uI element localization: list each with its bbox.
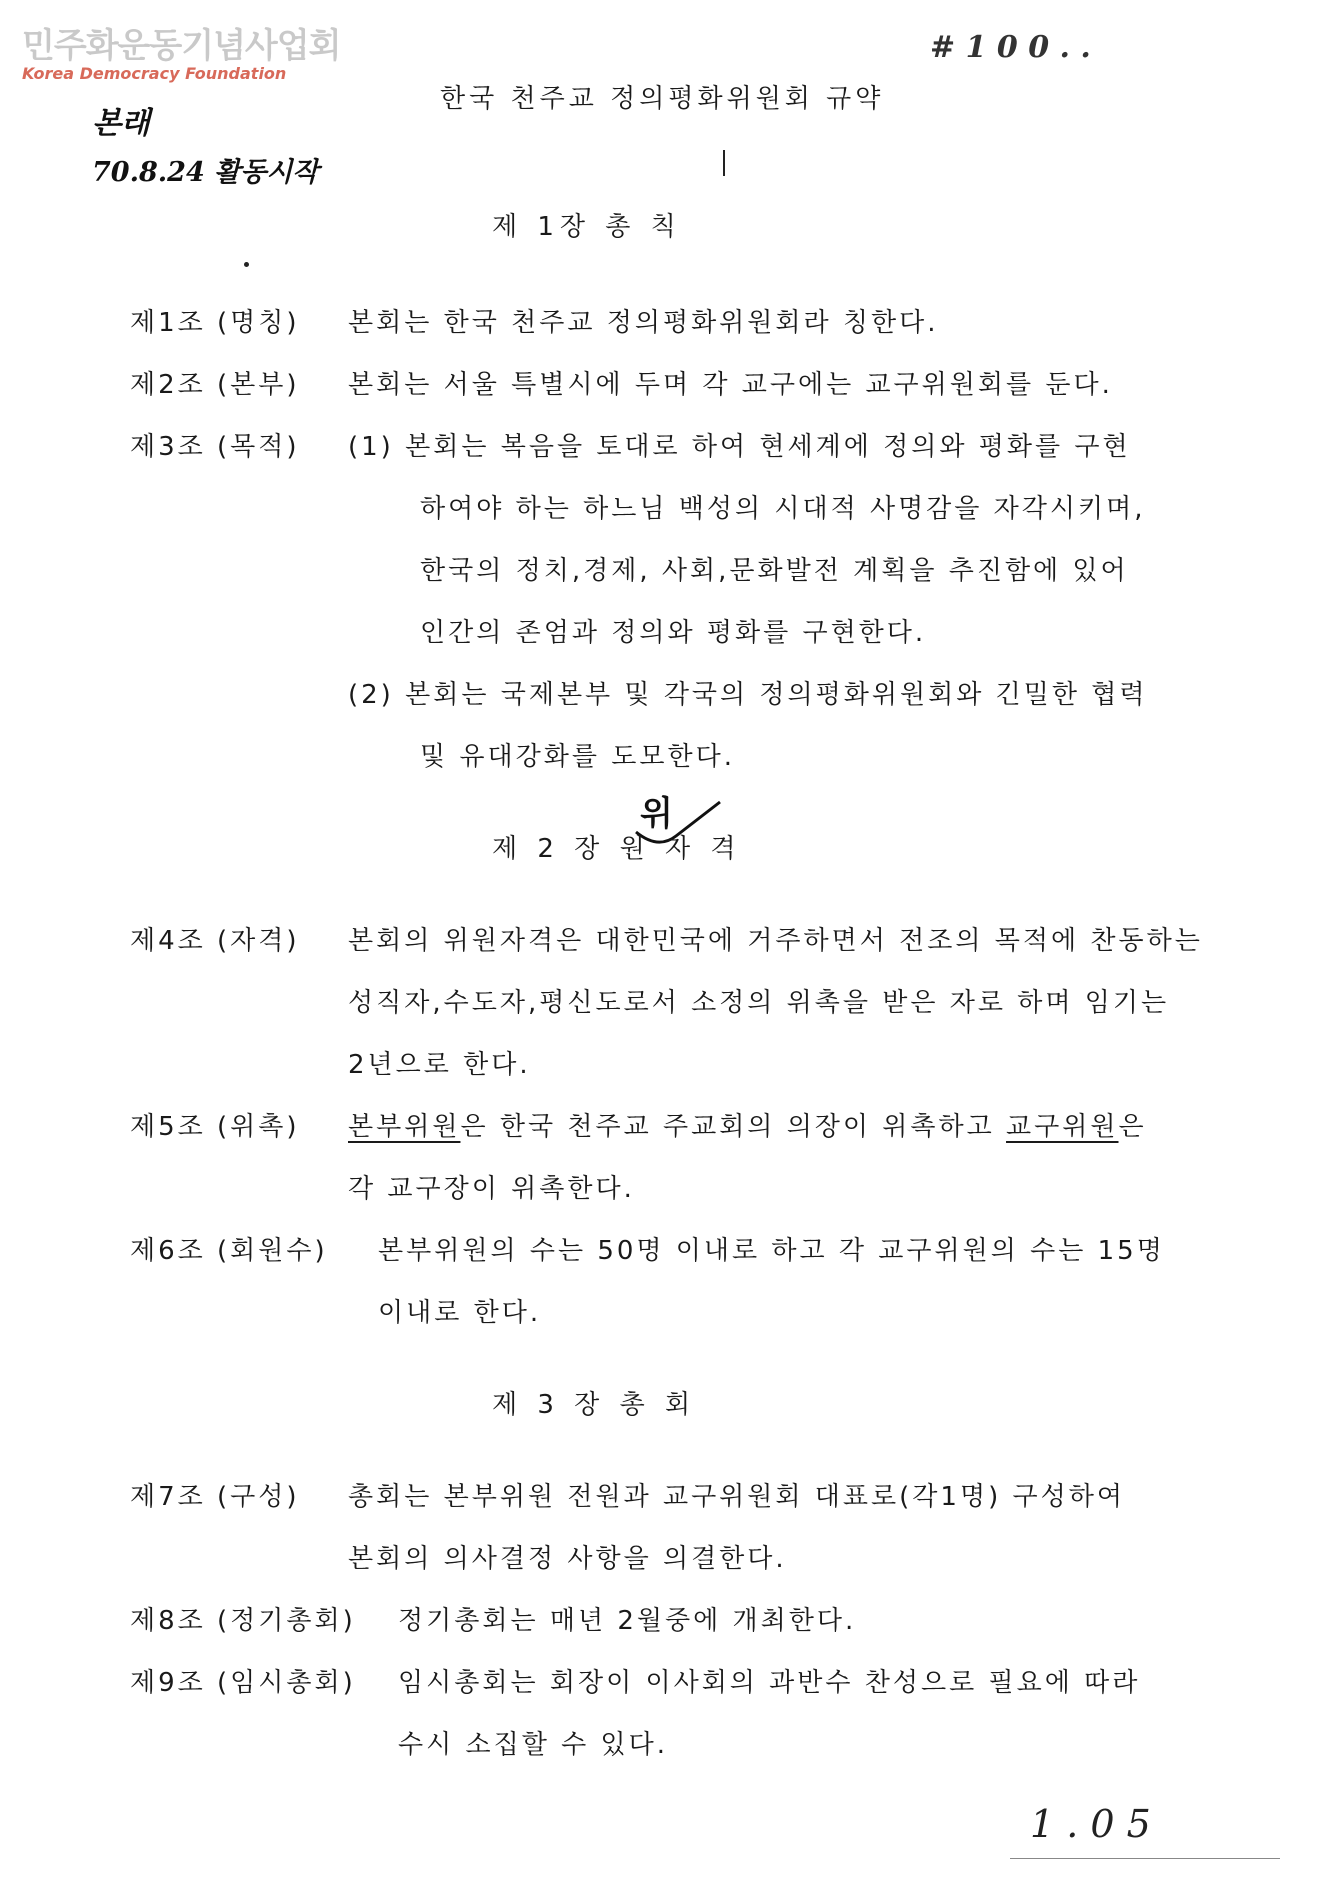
article-6-label: 제6조 (회원수) bbox=[130, 1236, 328, 1266]
article-5-text-end: 은 bbox=[1118, 1112, 1147, 1142]
watermark-english: Korea Democracy Foundation bbox=[22, 64, 287, 83]
article-2-text: 본회는 서울 특별시에 두며 각 교구에는 교구위원회를 둔다. bbox=[348, 370, 1113, 400]
article-1-text: 본회는 한국 천주교 정의평화위원회라 칭한다. bbox=[348, 308, 939, 338]
article-5-line2: 각 교구장이 위촉한다. bbox=[348, 1174, 635, 1204]
chapter-3-heading: 제 3 장 총 회 bbox=[492, 1390, 697, 1420]
article-4-label: 제4조 (자격) bbox=[130, 926, 300, 956]
article-3-p1-line2: 하여야 하는 하느님 백성의 시대적 사명감을 자각시키며, bbox=[420, 494, 1146, 524]
document-title: 한국 천주교 정의평화위원회 규약 bbox=[440, 84, 885, 114]
article-5-underline-1: 본부위원 bbox=[348, 1112, 461, 1142]
article-5-text-part: 은 한국 천주교 주교회의 의장이 위촉하고 bbox=[460, 1112, 1007, 1142]
chapter-1-heading: 제 1장 총 칙 bbox=[492, 212, 682, 242]
article-3-p2: (2) 본회는 국제본부 및 각국의 정의평화위원회와 긴밀한 협력 bbox=[348, 680, 1148, 710]
watermark-korean: 민주화운동기념사업회 bbox=[22, 26, 341, 66]
article-5-underline-2: 교구위원 bbox=[1006, 1112, 1119, 1142]
scratch-mark bbox=[723, 150, 725, 176]
article-2-label: 제2조 (본부) bbox=[130, 370, 300, 400]
article-3-p2-line2: 및 유대강화를 도모한다. bbox=[420, 742, 735, 772]
ink-dot bbox=[244, 262, 249, 267]
article-9-label: 제9조 (임시총회) bbox=[130, 1668, 356, 1698]
article-3-p1-line3: 한국의 정치,경제, 사회,문화발전 계획을 추진함에 있어 bbox=[420, 556, 1129, 586]
handwritten-correction: 위 bbox=[640, 794, 673, 834]
article-3-label: 제3조 (목적) bbox=[130, 432, 300, 462]
scan-edge-line bbox=[1010, 1858, 1280, 1859]
handwritten-mark-top: # 1 0 0 . . bbox=[930, 30, 1091, 65]
article-5-label: 제5조 (위촉) bbox=[130, 1112, 300, 1142]
article-7-line2: 본회의 의사결정 사항을 의결한다. bbox=[348, 1544, 787, 1574]
article-3-p1: (1) 본회는 복음을 토대로 하여 현세계에 정의와 평화를 구현 bbox=[348, 432, 1131, 462]
article-4-text: 본회의 위원자격은 대한민국에 거주하면서 전조의 목적에 찬동하는 bbox=[348, 926, 1203, 956]
article-7-text: 총회는 본부위원 전원과 교구위원회 대표로(각1명) 구성하여 bbox=[348, 1482, 1125, 1512]
handwritten-mark-bottom: 1 . 0 5 bbox=[1030, 1802, 1151, 1846]
article-4-line2: 성직자,수도자,평신도로서 소정의 위촉을 받은 자로 하며 임기는 bbox=[348, 988, 1170, 1018]
article-6-text: 본부위원의 수는 50명 이내로 하고 각 교구위원의 수는 15명 bbox=[378, 1236, 1165, 1266]
handwritten-note-2: 70.8.24 활동시작 bbox=[92, 157, 319, 188]
article-8-label: 제8조 (정기총회) bbox=[130, 1606, 356, 1636]
article-8-text: 정기총회는 매년 2월중에 개최한다. bbox=[398, 1606, 857, 1636]
article-7-label: 제7조 (구성) bbox=[130, 1482, 300, 1512]
article-3-p1-line4: 인간의 존엄과 정의와 평화를 구현한다. bbox=[420, 618, 927, 648]
article-1-label: 제1조 (명칭) bbox=[130, 308, 300, 338]
handwritten-note-1: 본래 bbox=[92, 106, 150, 141]
article-5-text bbox=[348, 1106, 1147, 1143]
article-4-line3: 2년으로 한다. bbox=[348, 1050, 531, 1080]
article-9-text: 임시총회는 회장이 이사회의 과반수 찬성으로 필요에 따라 bbox=[398, 1668, 1141, 1698]
chapter-2-heading: 제 2 장 원 자 격 bbox=[492, 834, 742, 864]
article-6-line2: 이내로 한다. bbox=[378, 1298, 542, 1328]
article-9-line2: 수시 소집할 수 있다. bbox=[398, 1730, 668, 1760]
